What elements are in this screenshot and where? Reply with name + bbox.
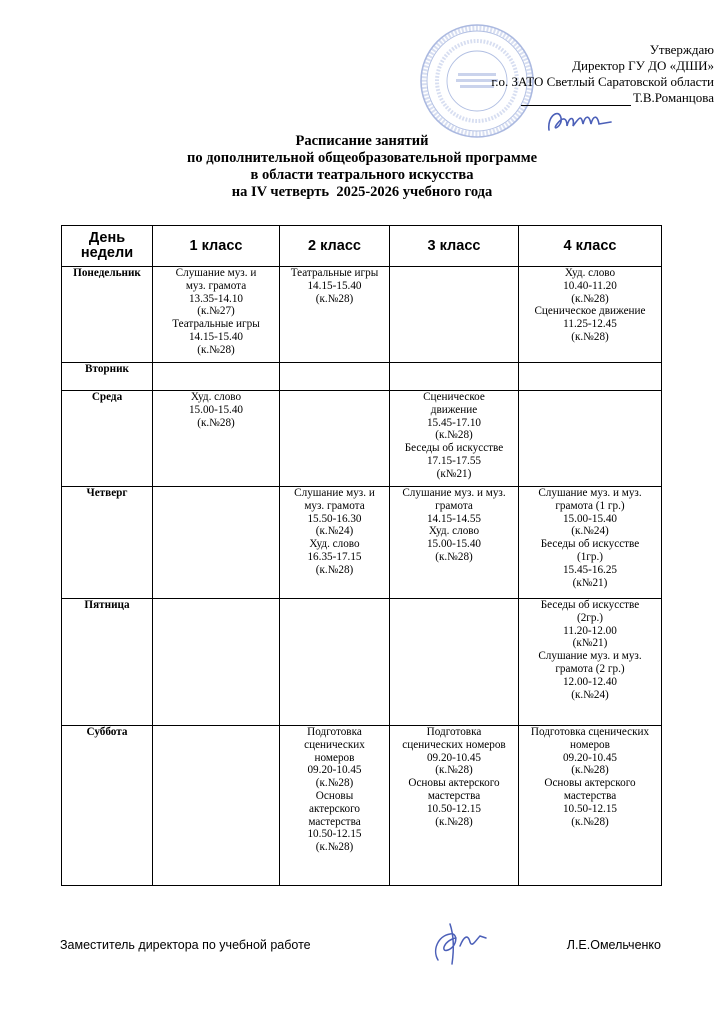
footer-position: Заместитель директора по учебной работе bbox=[60, 938, 311, 952]
lesson-cell-class-3 bbox=[390, 599, 519, 726]
lesson-cell-class-1 bbox=[153, 726, 280, 886]
lesson-line: Сценическое bbox=[423, 391, 485, 403]
lesson-line: грамота (2 гр.) bbox=[555, 662, 625, 675]
day-cell: Суббота bbox=[62, 726, 153, 886]
header-day: День недели bbox=[62, 226, 153, 267]
lesson-cell-class-1 bbox=[153, 487, 280, 599]
lesson-line: движение bbox=[430, 403, 478, 416]
lesson-line: 10.50-12.15 bbox=[426, 802, 482, 815]
lesson-line: (к.№27) bbox=[197, 305, 235, 318]
approval-signer-row bbox=[491, 90, 714, 106]
lesson-line: (к.№24) bbox=[315, 525, 354, 538]
lesson-line: 09.20-10.45 bbox=[307, 764, 362, 777]
lesson-line: 13.35-14.10 bbox=[188, 292, 244, 305]
lesson-line: 14.15-15.40 bbox=[188, 330, 244, 343]
lesson-line: Слушание муз. и bbox=[175, 267, 257, 279]
lesson-line: Худ. слово bbox=[190, 391, 242, 403]
lesson-line: (к№21) bbox=[436, 467, 472, 480]
approval-line-2: Директор ГУ ДО «ДШИ» bbox=[572, 58, 714, 73]
signature-line bbox=[521, 93, 631, 106]
lesson-cell-class-3 bbox=[390, 267, 519, 363]
lesson-cell-class-2 bbox=[280, 267, 390, 363]
lesson-line: Худ. слово bbox=[428, 525, 480, 538]
lesson-line: 14.15-14.55 bbox=[426, 512, 482, 525]
lesson-line: Слушание муз. и bbox=[294, 487, 375, 499]
lesson-line: Подготовка bbox=[426, 726, 482, 738]
lesson-line: 16.35-17.15 bbox=[307, 550, 362, 563]
day-cell: Пятница bbox=[62, 599, 153, 726]
title-line-3: в области театрального искусства bbox=[250, 167, 474, 183]
director-signature bbox=[545, 104, 615, 136]
lesson-line: (к.№28) bbox=[197, 416, 235, 429]
table-row bbox=[62, 391, 662, 487]
lesson-line: сценических номеров bbox=[402, 738, 506, 751]
lesson-line: сценических bbox=[304, 738, 365, 751]
approval-signer: Т.В.Романцова bbox=[632, 90, 714, 105]
lesson-line: 09.20-10.45 bbox=[562, 751, 618, 764]
lesson-line: (к.№28) bbox=[435, 815, 473, 828]
header-class-2: 2 класс bbox=[280, 226, 390, 267]
header-class-4: 4 класс bbox=[519, 226, 662, 267]
lesson-line: Театральные игры bbox=[172, 318, 260, 331]
lesson-line: (к.№24) bbox=[571, 688, 609, 701]
header-class-3: 3 класс bbox=[390, 226, 519, 267]
lesson-cell-class-2 bbox=[280, 726, 390, 886]
lesson-line: мастерства bbox=[563, 789, 617, 802]
title-line-1: Расписание занятий bbox=[295, 133, 429, 149]
lesson-line: грамота bbox=[435, 499, 473, 512]
lesson-cell-class-2 bbox=[280, 599, 390, 726]
lesson-cell-class-4 bbox=[519, 267, 662, 363]
lesson-cell-class-4 bbox=[519, 487, 662, 599]
lesson-line: (к.№28) bbox=[315, 563, 354, 576]
lesson-line: (к.№28) bbox=[435, 550, 473, 563]
lesson-line: Беседы об искусстве bbox=[540, 599, 640, 611]
lesson-cell-class-4 bbox=[519, 391, 662, 487]
lesson-line: (к№21) bbox=[572, 637, 608, 650]
header-class-1: 1 класс bbox=[153, 226, 280, 267]
title-line-4: на IV четверть 2025-2026 учебного года bbox=[231, 184, 493, 200]
lesson-line: 11.20-12.00 bbox=[563, 624, 617, 637]
lesson-line: 10.50-12.15 bbox=[307, 828, 362, 841]
lesson-line: 10.50-12.15 bbox=[562, 802, 618, 815]
lesson-line: (к.№28) bbox=[435, 429, 473, 442]
approval-block bbox=[491, 42, 714, 106]
lesson-cell-class-3 bbox=[390, 363, 519, 391]
lesson-line: 15.50-16.30 bbox=[307, 512, 362, 525]
lesson-line: Слушание муз. и муз. bbox=[402, 487, 506, 499]
lesson-line: (к.№28) bbox=[571, 330, 609, 343]
lesson-line: 10.40-11.20 bbox=[563, 279, 617, 292]
lesson-line: номеров bbox=[314, 751, 355, 764]
lesson-line: 12.00-12.40 bbox=[562, 675, 618, 688]
table-row bbox=[62, 726, 662, 886]
lesson-line: 15.45-16.25 bbox=[562, 563, 618, 576]
lesson-line: Театральные игры bbox=[290, 267, 379, 279]
lesson-line: Слушание муз. и муз. bbox=[538, 487, 642, 499]
lesson-line: 15.00-15.40 bbox=[426, 538, 482, 551]
lesson-line: мастерства bbox=[308, 815, 361, 828]
day-cell: Среда bbox=[62, 391, 153, 487]
lesson-line: (к.№28) bbox=[571, 815, 609, 828]
lesson-line: Основы bbox=[315, 789, 354, 802]
lesson-cell-class-4 bbox=[519, 726, 662, 886]
lesson-line: 14.15-15.40 bbox=[307, 279, 362, 292]
lesson-cell-class-4 bbox=[519, 599, 662, 726]
lesson-line: Сценическое движение bbox=[534, 305, 646, 318]
lesson-cell-class-3 bbox=[390, 726, 519, 886]
table-row bbox=[62, 599, 662, 726]
lesson-line: Основы актерского bbox=[408, 777, 500, 790]
table-row bbox=[62, 267, 662, 363]
table-header-row bbox=[62, 226, 662, 267]
schedule-table bbox=[61, 225, 662, 886]
lesson-line: (к.№28) bbox=[315, 841, 354, 854]
lesson-line: Слушание муз. и муз. bbox=[538, 650, 642, 663]
lesson-line: Худ. слово bbox=[564, 267, 616, 279]
lesson-line: 15.00-15.40 bbox=[188, 403, 244, 416]
lesson-line: (к№21) bbox=[572, 576, 608, 589]
lesson-line: Худ. слово bbox=[309, 538, 360, 551]
day-cell: Понедельник bbox=[62, 267, 153, 363]
table-row bbox=[62, 363, 662, 391]
footer-name: Л.Е.Омельченко bbox=[566, 938, 661, 952]
day-cell: Четверг bbox=[62, 487, 153, 599]
lesson-line: грамота (1 гр.) bbox=[555, 499, 625, 512]
lesson-line: Беседы об искусстве bbox=[404, 442, 504, 455]
approval-line-1: Утверждаю bbox=[649, 42, 714, 57]
lesson-line: (1гр.) bbox=[576, 550, 604, 563]
lesson-line: Основы актерского bbox=[544, 777, 636, 790]
lesson-line: мастерства bbox=[427, 789, 481, 802]
lesson-line: 09.20-10.45 bbox=[426, 751, 482, 764]
lesson-cell-class-2 bbox=[280, 363, 390, 391]
lesson-cell-class-1 bbox=[153, 391, 280, 487]
lesson-line: (к.№24) bbox=[571, 525, 609, 538]
lesson-line: (к.№28) bbox=[315, 777, 354, 790]
lesson-line: (2гр.) bbox=[576, 611, 604, 624]
lesson-line: муз. грамота bbox=[304, 499, 365, 512]
lesson-line: (к.№28) bbox=[197, 343, 235, 356]
lesson-line: Подготовка сценических bbox=[530, 726, 650, 738]
lesson-line: (к.№28) bbox=[435, 764, 473, 777]
lesson-line: 11.25-12.45 bbox=[563, 318, 617, 331]
title-line-2: по дополнительной общеобразовательной программе bbox=[186, 150, 538, 166]
lesson-line: номеров bbox=[570, 738, 610, 751]
lesson-line: (к.№28) bbox=[571, 292, 609, 305]
lesson-line: актерского bbox=[308, 802, 361, 815]
lesson-line: муз. грамота bbox=[185, 279, 247, 292]
lesson-line: (к.№28) bbox=[315, 292, 354, 305]
lesson-cell-class-2 bbox=[280, 391, 390, 487]
lesson-line: 15.45-17.10 bbox=[426, 416, 482, 429]
approval-line-3: г.о. ЗАТО Светлый Саратовской области bbox=[491, 74, 714, 89]
lesson-cell-class-2 bbox=[280, 487, 390, 599]
lesson-line: Подготовка bbox=[307, 726, 362, 738]
lesson-cell-class-4 bbox=[519, 363, 662, 391]
day-cell: Вторник bbox=[62, 363, 153, 391]
lesson-line: (к.№28) bbox=[571, 764, 609, 777]
document-title bbox=[0, 133, 724, 201]
lesson-line: 17.15-17.55 bbox=[426, 454, 482, 467]
lesson-cell-class-1 bbox=[153, 363, 280, 391]
lesson-line: Беседы об искусстве bbox=[540, 538, 640, 551]
lesson-line: 15.00-15.40 bbox=[562, 512, 618, 525]
lesson-cell-class-3 bbox=[390, 487, 519, 599]
lesson-cell-class-3 bbox=[390, 391, 519, 487]
table-row bbox=[62, 487, 662, 599]
lesson-cell-class-1 bbox=[153, 599, 280, 726]
lesson-cell-class-1 bbox=[153, 267, 280, 363]
deputy-signature bbox=[428, 916, 488, 968]
